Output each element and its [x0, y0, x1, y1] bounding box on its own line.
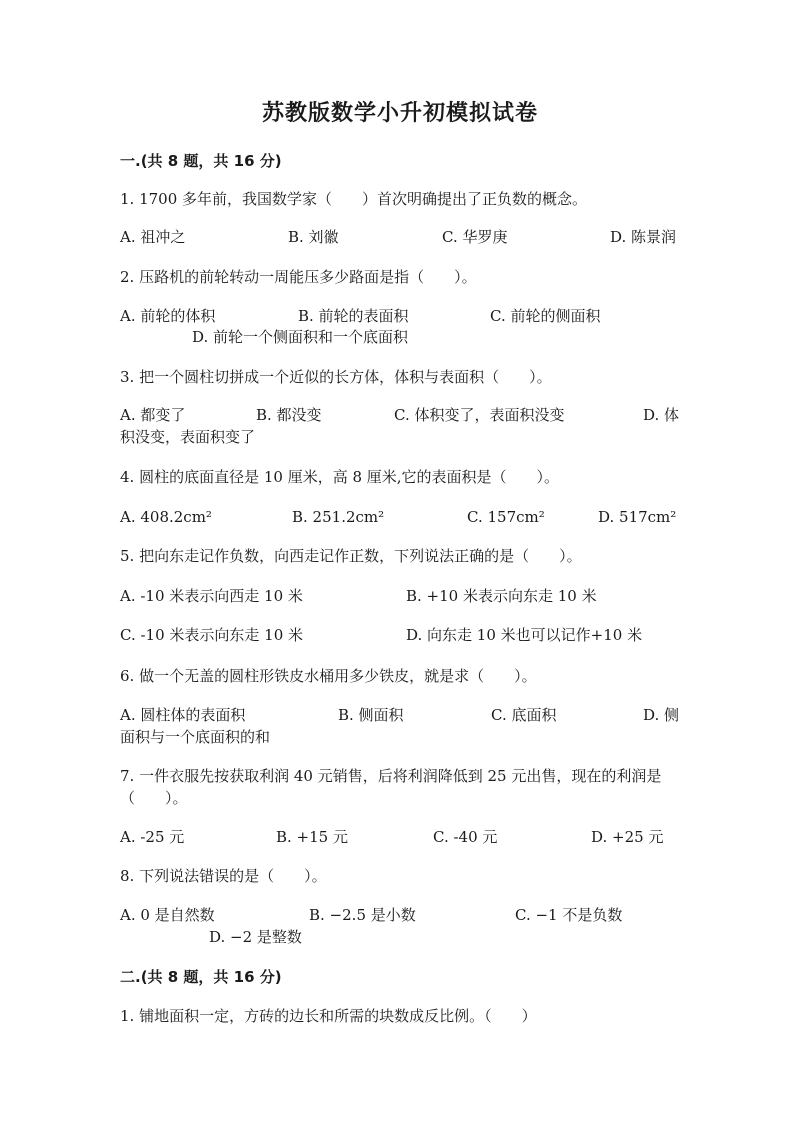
option-b: B. +15 元 — [276, 828, 348, 846]
option-c: C. 157cm² — [467, 508, 545, 526]
option-b: B. −2.5 是小数 — [309, 906, 416, 924]
option-d: D. 体 — [643, 406, 680, 424]
option-d: D. −2 是整数 — [209, 928, 302, 946]
option-a: A. 0 是自然数 — [120, 906, 215, 924]
question-8-options-row2 — [120, 926, 680, 948]
question-6-options — [120, 704, 680, 726]
option-c: C. 华罗庚 — [442, 228, 508, 246]
option-b: B. 都没变 — [256, 406, 322, 424]
section-heading-1: 一.(共 8 题，共 16 分) — [120, 152, 282, 170]
option-d: D. +25 元 — [591, 828, 664, 846]
question-2-options-row2 — [120, 326, 680, 348]
question-5-options-row2 — [120, 624, 680, 646]
option-c: C. 体积变了，表面积没变 — [394, 406, 565, 424]
option-d-continued: 积没变，表面积变了 — [120, 428, 256, 446]
option-a: A. 祖冲之 — [120, 228, 186, 246]
question-8-options — [120, 904, 680, 926]
option-c: C. -10 米表示向东走 10 米 — [120, 626, 304, 644]
option-b: B. 侧面积 — [338, 706, 404, 724]
question-7-options — [120, 826, 680, 848]
question-5-options-row1 — [120, 585, 680, 607]
question-3-options — [120, 404, 680, 426]
option-c: C. −1 不是负数 — [515, 906, 623, 924]
option-d: D. 陈景润 — [610, 228, 677, 246]
option-a: A. 圆柱体的表面积 — [120, 706, 246, 724]
exam-title: 苏教版数学小升初模拟试卷 — [261, 101, 538, 126]
option-b: B. 251.2cm² — [292, 508, 385, 526]
question-2: 2. 压路机的前轮转动一周能压多少路面是指（ ）。 — [120, 268, 477, 286]
option-a: A. 都变了 — [120, 406, 186, 424]
option-a: A. 前轮的体积 — [120, 307, 216, 325]
judgement-question-1: 1. 铺地面积一定，方砖的边长和所需的块数成反比例。（ ） — [120, 1007, 537, 1025]
option-b: B. 刘徽 — [288, 228, 339, 246]
question-8: 8. 下列说法错误的是（ ）。 — [120, 867, 327, 885]
option-d: D. 向东走 10 米也可以记作+10 米 — [406, 626, 643, 644]
question-7: 7. 一件衣服先按获取利润 40 元销售，后将利润降低到 25 元出售，现在的利润是（ ）。 — [120, 767, 662, 807]
option-c: C. -40 元 — [433, 828, 498, 846]
option-a: A. -25 元 — [120, 828, 185, 846]
option-b: B. +10 米表示向东走 10 米 — [406, 587, 597, 605]
option-d-continued: 面积与一个底面积的和 — [120, 728, 271, 746]
question-4-options — [120, 506, 680, 528]
question-5: 5. 把向东走记作负数，向西走记作正数，下列说法正确的是（ ）。 — [120, 547, 582, 565]
option-d: D. 前轮一个侧面积和一个底面积 — [192, 328, 409, 346]
option-d: D. 517cm² — [598, 508, 677, 526]
question-3: 3. 把一个圆柱切拼成一个近似的长方体，体积与表面积（ ）。 — [120, 368, 552, 386]
option-c: C. 底面积 — [491, 706, 557, 724]
option-b: B. 前轮的表面积 — [298, 307, 409, 325]
section-heading-2: 二.(共 8 题，共 16 分) — [120, 968, 282, 986]
question-1-options — [120, 226, 680, 248]
question-2-options — [120, 305, 680, 327]
question-4: 4. 圆柱的底面直径是 10 厘米，高 8 厘米,它的表面积是（ ）。 — [120, 468, 560, 486]
question-6: 6. 做一个无盖的圆柱形铁皮水桶用多少铁皮，就是求（ ）。 — [120, 667, 537, 685]
option-d: D. 侧 — [643, 706, 680, 724]
option-a: A. -10 米表示向西走 10 米 — [120, 587, 303, 605]
option-a: A. 408.2cm² — [120, 508, 212, 526]
question-1: 1. 1700 多年前，我国数学家（ ）首次明确提出了正负数的概念。 — [120, 190, 588, 208]
option-c: C. 前轮的侧面积 — [490, 307, 601, 325]
